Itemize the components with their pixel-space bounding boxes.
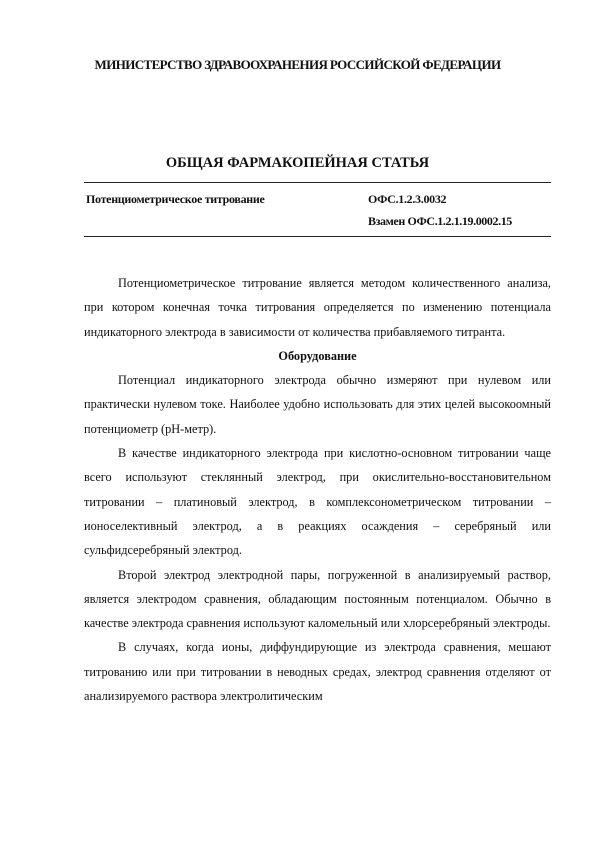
paragraph-separation: В случаях, когда ионы, диффундирующие из электрода сравнения, мешают титрованию или при титровании в неводных средах, электрод сравнения отделяют от анализируемого раствора электролитическим bbox=[84, 640, 551, 704]
monograph-replaces: Взамен ОФС.1.2.1.19.0002.15 bbox=[368, 214, 512, 228]
paragraph-reference-electrode: Второй электрод электродной пары, погруженной в анализируемый раствор, является электродом сравнения, обладающим постоянным потенциалом. Обычно в качестве электрода сравнения используют каломельный или хлорсеребряный электроды. bbox=[84, 567, 551, 631]
bottom-divider bbox=[84, 236, 551, 237]
monograph-name: Потенциометрическое титрование bbox=[86, 192, 265, 206]
intro-paragraph: Потенциометрическое титрование является методом количественного анализа, при котором конечная точка титрования определяется по изменению потенциала индикаторного электрода в зависимости от количества прибавляемого титранта. bbox=[84, 276, 551, 339]
section-heading-equipment: Оборудование bbox=[278, 348, 357, 363]
top-divider bbox=[84, 182, 551, 183]
paragraph-indicator-electrodes: В качестве индикаторного электрода при кислотно-основном титровании чаще всего используют стеклянный электрод, при окислительно-восстановительном титровании – платиновый электрод, в комплексонометрическом титровании – ионоселективный электрод, а в реакциях осаждения – серебряный или сульфидсеребряный электрод. bbox=[84, 446, 551, 558]
ministry-header: МИНИСТЕРСТВО ЗДРАВООХРАНЕНИЯ РОССИЙСКОЙ ФЕДЕРАЦИИ bbox=[94, 57, 501, 72]
article-type-title: ОБЩАЯ ФАРМАКОПЕЙНАЯ СТАТЬЯ bbox=[165, 155, 430, 171]
monograph-code: ОФС.1.2.3.0032 bbox=[368, 192, 447, 206]
paragraph-measurement: Потенциал индикаторного электрода обычно измеряют при нулевом или практически нулевом токе. Наиболее удобно использовать для этих целей высокоомный потенциометр (pH-метр). bbox=[84, 373, 551, 436]
document-body bbox=[84, 271, 551, 708]
